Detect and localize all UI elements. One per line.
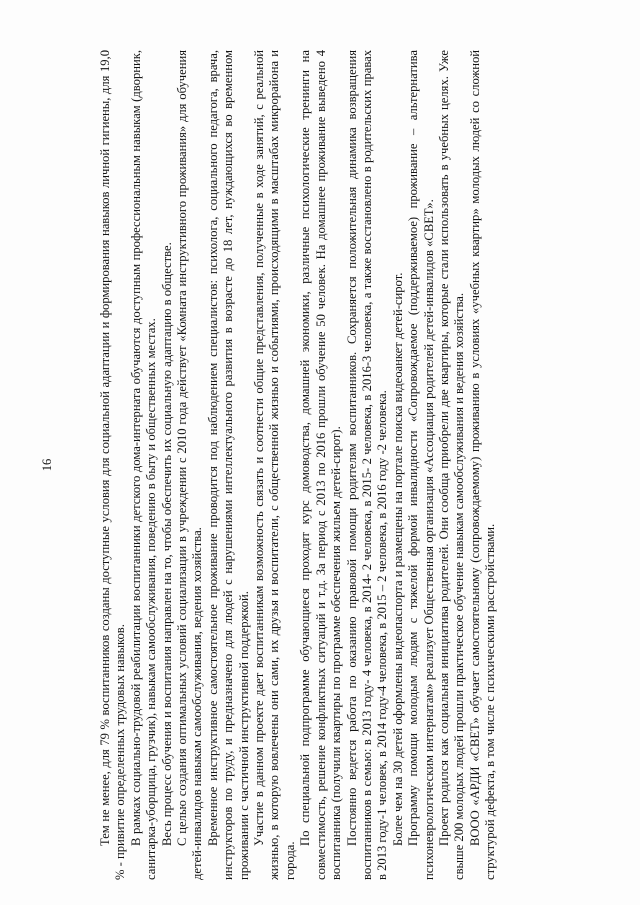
paragraph: Проект родился как социальная инициатива родителей. Они сообща приобрели две квартиры, которые стали использовать в учебных целях. Уже свыше 200 молодых людей прошли практическое обучение навыкам самообслуживания и ведения хозяйства. [436,50,467,880]
paragraph: По специальной подпрограмме обучающиеся проходят курс домоводства, домашней экономики, различные психологические тренинги на совместимость, решение конфликтных ситуаций и т.д. За период с 2013 по 2016 прошли обучение 50 человек. На домашнее проживание выведено 4 воспитанника (получили квартиры по программе обеспечения жильем детей-сирот). [298,50,344,880]
paragraph: Программу помощи молодым людям с тяжелой формой инвалидности «Сопровождаемое (поддерживаемое) проживание – альтернатива психоневрологическим интернатам» реализует Общественная организация «Ассоциация родителей детей-инвалидов «СВЕТ». [406,50,436,880]
paragraph: Более чем на 30 детей оформлены видеопаспорта и размещены на портале поиска видеоанкет детей-сирот. [390,272,405,846]
paragraph: Участие в данном проекте дает воспитанникам возможность связать и соотнести общие представления, полученные в ходе занятий, с реальной жизнью, в которую вовлечены они сами, их друзья и воспитатели, с общественной жизнью и событиями, происходящими в масштабах микрорайона и города. [252,50,297,880]
paragraph: С целью создания оптимальных условий социализации в учреждении с 2010 года действует «Комната инструктивного проживания» для обучения детей-инвалидов навыкам самообслуживания, ведения хозяйства. [175,50,205,880]
page-number: 16 [40,458,54,472]
paragraph: ВООО «АРДИ «СВЕТ» обучает самостоятельному (сопровождаемому) проживанию в условиях «учебных квартир» молодых людей со сложной структурой дефекта, в том числе с психическими расстройствами. [467,50,498,880]
paragraph: Временное инструктивное самостоятельное проживание проводится под наблюдением специалистов: психолога, социального педагога, врача, инструкторов по труду, и предназначено для людей с нарушениями интеллектуального развития в возрасте до 18 лет, нуждающихся во временном проживании с частичной инструктивной поддержкой. [205,50,251,880]
paragraph: Весь процесс обучения и воспитания направлен на то, чтобы обеспечить их социальную адаптацию в обществе. [159,242,174,846]
paragraph: Тем не менее, для 79 % воспитанников созданы доступные условия для социальной адаптации и формирования навыков личной гигиены, для 19,0 % - привитие определенных трудовых навыков. [98,50,128,880]
body-text [98,50,499,880]
paragraph: Постоянно ведется работа по оказанию правовой помощи родителям воспитанников. Сохраняется положительная динамика возвращения воспитанников в семью: в 2013 году- 4 человека, в 2014- 2 человека, в 2015- 2 человека, в 2016-3 человека, а также восстановлено в родительских правах в 2013 году-1 человек, в 2014 году-4 человека, в 2015 – 2 человека, в 2016 году -2 человека. [344,50,390,880]
paragraph: В рамках социально-трудовой реабилитации воспитанники детского дома-интерната обучаются доступным профессиональным навыкам (дворник, санитарка-уборщица, грузчик), навыкам самообслуживания, поведению в быту и общественных местах. [128,50,159,880]
rotated-page-content [40,50,600,880]
